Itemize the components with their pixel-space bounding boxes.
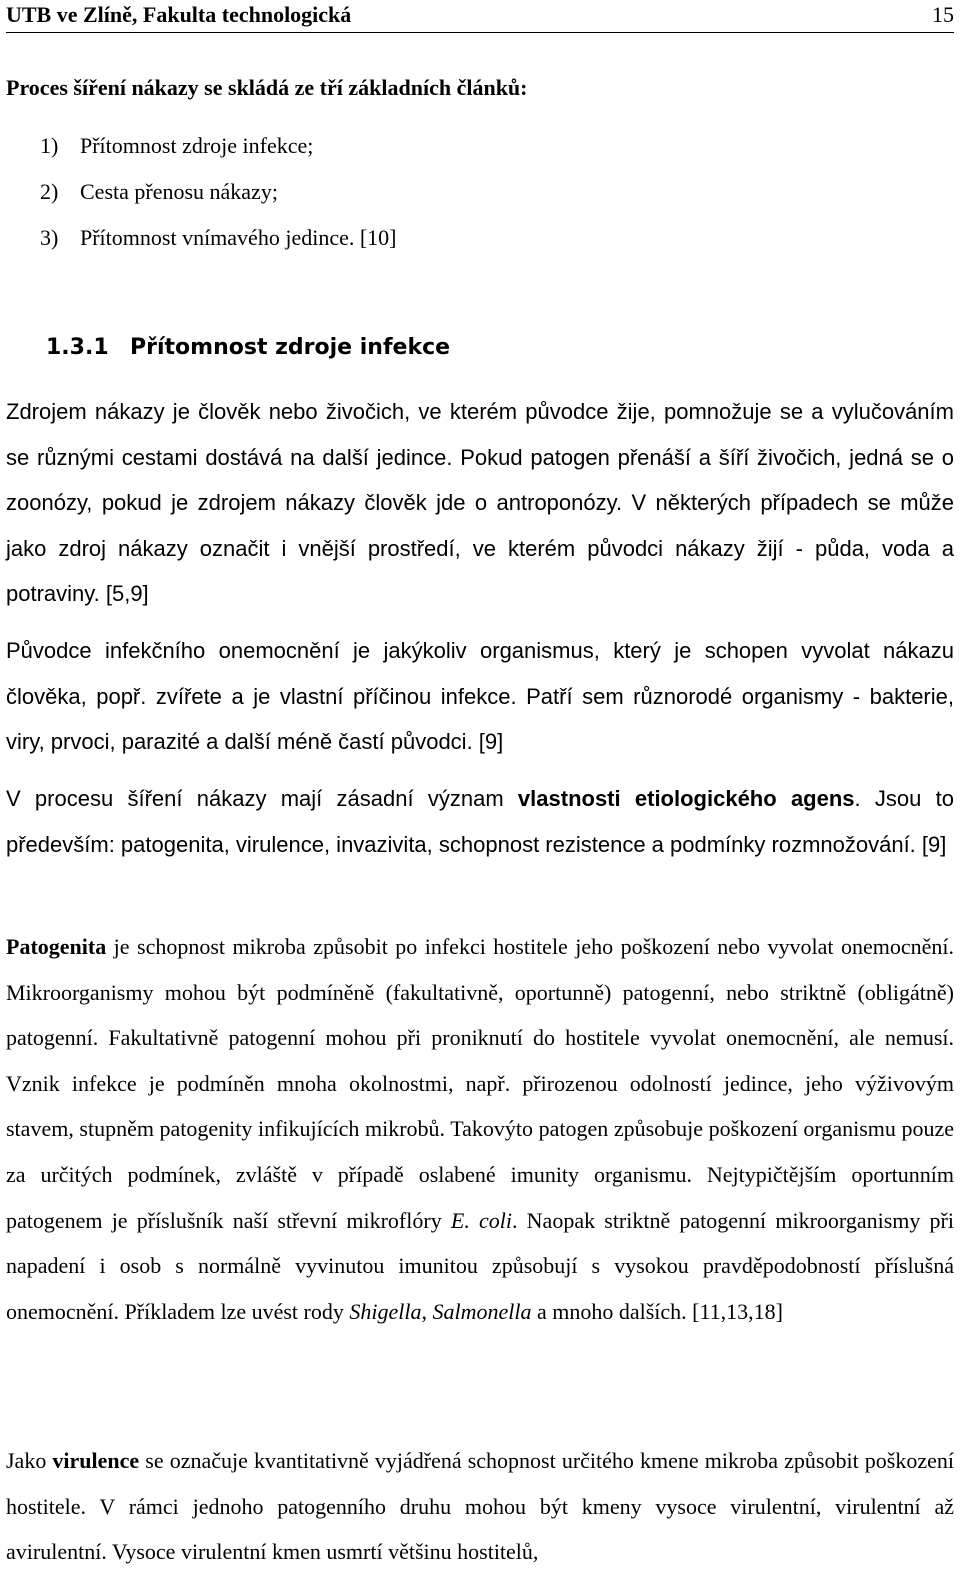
- intro-heading: Proces šíření nákazy se skládá ze tří základních článků:: [6, 75, 528, 100]
- list-item-number: 2): [40, 179, 59, 204]
- list-item: [40, 222, 397, 268]
- page-header: [6, 2, 954, 33]
- p5-text: Jako: [6, 1448, 53, 1473]
- p3-text: . Jsou to především: patogenita, virulence, invazivita, schopnost rezistence a podmínky rozmnožování. [9]: [6, 786, 954, 857]
- paragraph-virulence: [6, 1438, 954, 1575]
- p4-italic-salmonella: Salmonella: [432, 1298, 532, 1324]
- p4-text: a mnoho dalších. [11,13,18]: [531, 1298, 783, 1324]
- p4-text: ,: [421, 1298, 433, 1324]
- list-item: [40, 176, 397, 222]
- paragraph-etiologic-agent: [6, 776, 954, 867]
- p4-bold-term: Patogenita: [6, 934, 107, 959]
- p4-italic-ecoli: E. coli: [450, 1207, 512, 1233]
- list-item-text: Přítomnost zdroje infekce;: [80, 133, 314, 158]
- list-item-number: 1): [40, 133, 59, 158]
- section-title-text: Přítomnost zdroje infekce: [130, 335, 451, 360]
- infection-chain-list: [40, 130, 397, 268]
- p4-text: je schopnost mikroba způsobit po infekci hostitele jeho poškození nebo vyvolat onemocnění. Mikroorganismy mohou být podmíněně (fakultativně, oportunně) patogenní, nebo striktně (obligátně) patogenní. Fakultativně patogenní mohou při proniknutí do hostitele vyvolat onemocnění, ale nemusí. Vznik infekce je podmíněn mnoha okolnostmi, např. přirozenou odolností jedince, jeho výživovým stavem, stupněm patogenity infikujících mikrobů. Takovýto patogen způsobuje poškození organismu pouze za určitých podmínek, zvláště v případě oslabené imunity organismu. Nejtypičtějším oportunním patogenem je příslušník naší střevní mikroflóry: [6, 934, 954, 1233]
- header-title: UTB ve Zlíně, Fakulta technologická: [6, 2, 352, 27]
- paragraph-pathogen-definition: Původce infekčního onemocnění je jakýkoliv organismus, který je schopen vyvolat nákazu člověka, popř. zvířete a je vlastní příčinou infekce. Patří sem různorodé organismy - bakterie, viry, prvoci, parazité a další méně častí původci. [9]: [6, 638, 954, 755]
- list-item-text: Přítomnost vnímavého jedince. [10]: [80, 225, 397, 250]
- paragraph-infection-source: Zdrojem nákazy je člověk nebo živočich, ve kterém původce žije, pomnožuje se a vylučováním se různými cestami dostává na další jedince. Pokud patogen přenáší a šíří živočich, jedná se o zoonózy, pokud je zdrojem nákazy člověk jde o antroponózy. V některých případech se může jako zdroj nákazy označit i vnější prostředí, ve kterém původci nákazy žijí - půda, voda a potraviny. [5,9]: [6, 399, 954, 607]
- list-item-number: 3): [40, 225, 59, 250]
- section-heading: [46, 335, 450, 360]
- p3-bold-term: vlastnosti etiologického agens: [517, 786, 855, 811]
- p3-text: V procesu šíření nákazy mají zásadní význam: [6, 786, 518, 811]
- p5-bold-term: virulence: [52, 1448, 140, 1473]
- paragraph-pathogenicity: [6, 924, 954, 1334]
- list-item: [40, 130, 397, 176]
- list-item-text: Cesta přenosu nákazy;: [80, 179, 278, 204]
- p4-text: . Naopak striktně patogenní mikroorganismy při napadení i osob s normálně vyvinutou imunitou způsobují s vysokou pravděpodobností příslušná onemocnění. Příkladem lze uvést rody: [6, 1207, 954, 1324]
- p4-italic-shigella: Shigella: [349, 1298, 422, 1324]
- section-number: 1.3.1: [46, 335, 109, 360]
- page-number: 15: [932, 2, 954, 27]
- p5-text: se označuje kvantitativně vyjádřená schopnost určitého kmene mikroba způsobit poškození hostitele. V rámci jednoho patogenního druhu mohou být kmeny vysoce virulentní, virulentní až avirulentní. Vysoce virulentní kmen usmrtí většinu hostitelů,: [6, 1448, 954, 1565]
